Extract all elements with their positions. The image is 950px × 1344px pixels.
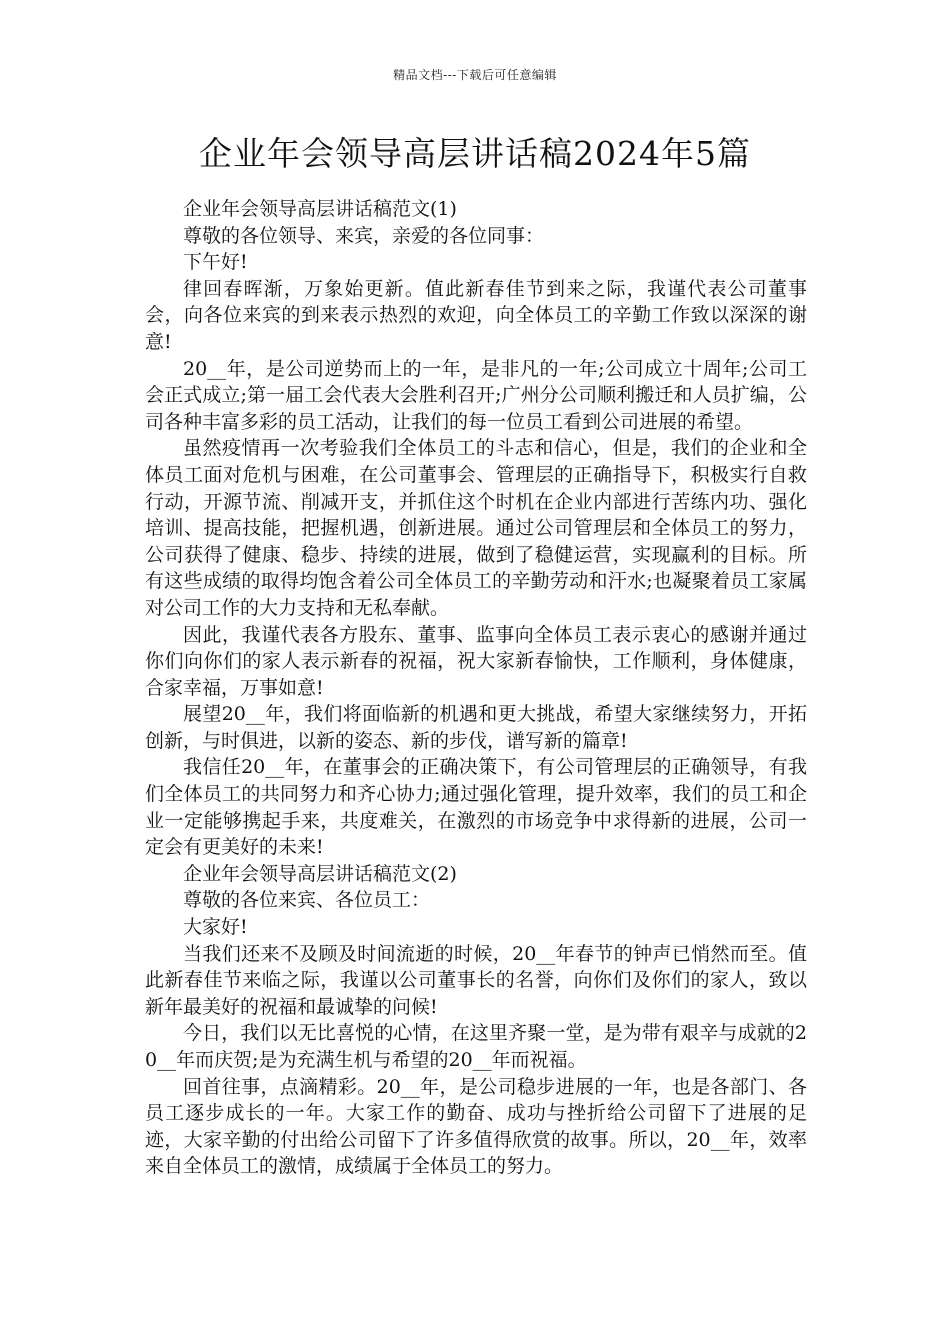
paragraph: 回首往事，点滴精彩。20__年，是公司稳步进展的一年，也是各部门、各员工逐步成长的一年。大家工作的勤奋、成功与挫折给公司留下了进展的足迹，大家辛勤的付出给公司留下了许多值得欣赏的故事。所以，20__年，效率来自全体员工的激情，成绩属于全体员工的努力。: [145, 1075, 807, 1178]
paragraph: 我信任20__年，在董事会的正确决策下，有公司管理层的正确领导，有我们全体员工的共同努力和齐心协力;通过强化管理，提升效率，我们的员工和企业一定能够携起手来，共度难关，在激烈的市场竞争中求得新的进展，公司一定会有更美好的未来!: [145, 756, 807, 859]
paragraph: 今日，我们以无比喜悦的心情，在这里齐聚一堂，是为带有艰辛与成就的20__年而庆贺;是为充满生机与希望的20__年而祝福。: [145, 1022, 807, 1071]
section-heading-1: 企业年会领导高层讲话稿范文(1): [183, 198, 457, 220]
greeting-1: 下午好!: [183, 251, 248, 274]
salutation-1: 尊敬的各位领导、来宾，亲爱的各位同事：: [183, 224, 545, 247]
document-body: [145, 196, 807, 1180]
greeting-2: 大家好!: [183, 916, 248, 939]
paragraph: 律回春晖渐，万象始更新。值此新春佳节到来之际，我谨代表公司董事会，向各位来宾的到来表示热烈的欢迎，向全体员工的辛勤工作致以深深的谢意!: [145, 277, 807, 353]
paragraph: 展望20__年，我们将面临新的机遇和更大挑战，希望大家继续努力，开拓创新，与时俱进，以新的姿态、新的步伐，谱写新的篇章!: [145, 703, 807, 752]
paragraph: 20__年，是公司逆势而上的一年，是非凡的一年;公司成立十周年;公司工会正式成立;第一届工会代表大会胜利召开;广州分公司顺利搬迁和人员扩编，公司各种丰富多彩的员工活动，让我们的每一位员工看到公司进展的希望。: [145, 357, 807, 433]
paragraph: 当我们还来不及顾及时间流逝的时候，20__年春节的钟声已悄然而至。值此新春佳节来临之际，我谨以公司董事长的名誉，向你们及你们的家人，致以新年最美好的祝福和最诚挚的问候!: [145, 942, 807, 1018]
salutation-2: 尊敬的各位来宾、各位员工：: [183, 889, 431, 912]
header-note: 精品文档---下载后可任意编辑: [393, 68, 557, 82]
paragraph: 因此，我谨代表各方股东、董事、监事向全体员工表示衷心的感谢并通过你们向你们的家人表示新春的祝福，祝大家新春愉快，工作顺利，身体健康，合家幸福，万事如意!: [145, 623, 807, 699]
document-title: 企业年会领导高层讲话稿2024年5篇: [199, 134, 751, 173]
paragraph: 虽然疫情再一次考验我们全体员工的斗志和信心，但是，我们的企业和全体员工面对危机与困难，在公司董事会、管理层的正确指导下，积极实行自救行动，开源节流、削减开支，并抓住这个时机在企业内部进行苦练内功、强化培训、提高技能，把握机遇，创新进展。通过公司管理层和全体员工的努力，公司获得了健康、稳步、持续的进展，做到了稳健运营，实现赢利的目标。所有这些成绩的取得均饱含着公司全体员工的辛勤劳动和汗水;也凝聚着员工家属对公司工作的大力支持和无私奉献。: [145, 437, 807, 619]
section-heading-2: 企业年会领导高层讲话稿范文(2): [183, 862, 457, 885]
